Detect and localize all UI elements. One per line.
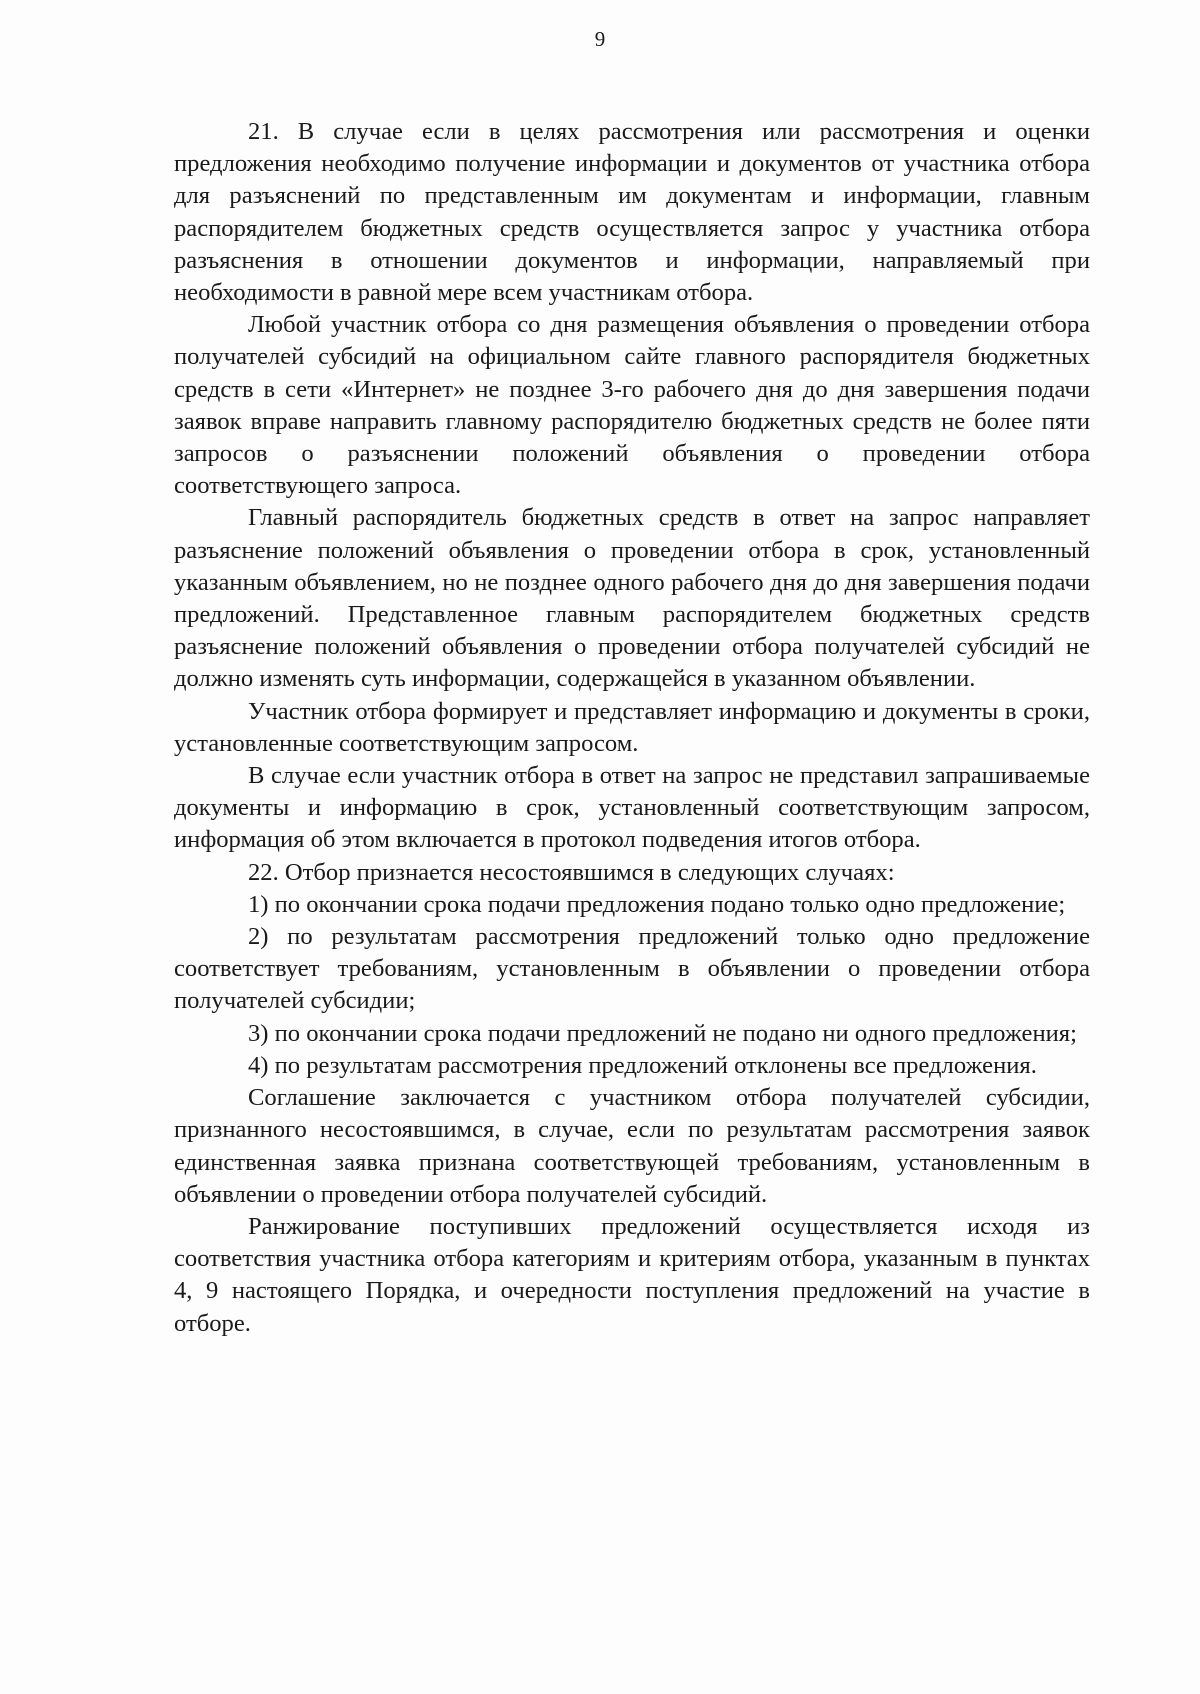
list-item-case-3: 3) по окончании срока подачи предложений не подано ни одного предложения; xyxy=(248,1019,1077,1047)
paragraph-participant-inquiries: Любой участник отбора со дня размещения объявления о проведении отбора получателей субсидий на официальном сайте главного распорядителя бюджетных средств в сети «Интернет» не позднее 3-го рабочего дня до дня завершения подачи заявок вправе направить главному распорядителю бюджетных средств не более пяти запросов о разъяснении положений объявления о проведении отбора соответствующего запроса. xyxy=(174,311,1090,500)
paragraph-22-failed-selection: 22. Отбор признается несостоявшимся в следующих случаях: xyxy=(248,858,895,886)
paragraph-21-clarification-request: 21. В случае если в целях рассмотрения или рассмотрения и оценки предложения необходимо получение информации и документов от участника отбора для разъяснений по представленным им документам и информации, главным распорядителем бюджетных средств осуществляется запрос у участника отбора разъяснения в отношении документов и информации, направляемый при необходимости в равной мере всем участникам отбора. xyxy=(174,118,1090,307)
paragraph-agreement: Соглашение заключается с участником отбора получателей субсидии, признанного несостоявшимся, в случае, если по результатам рассмотрения заявок единственная заявка признана соответствующей требованиям, установленным в объявлении о проведении отбора получателей субсидий. xyxy=(174,1084,1090,1208)
paragraph-participant-submits: Участник отбора формирует и представляет информацию и документы в сроки, установленные соответствующим запросом. xyxy=(174,697,1090,757)
paragraph-ranking: Ранжирование поступивших предложений осуществляется исходя из соответствия участника отбора категориям и критериям отбора, указанным в пунктах 4, 9 настоящего Порядка, и очередности поступления предложений на участие в отборе. xyxy=(174,1212,1090,1337)
paragraph-failure-to-submit: В случае если участник отбора в ответ на запрос не представил запрашиваемые документы и информацию в срок, установленный соответствующим запросом, информация об этом включается в протокол подведения итогов отбора. xyxy=(174,762,1090,854)
paragraph-distributor-response: Главный распорядитель бюджетных средств в ответ на запрос направляет разъяснение положений объявления о проведении отбора в срок, установленный указанным объявлением, но не позднее одного рабочего дня до дня завершения подачи предложений. Представленное главным распорядителем бюджетных средств разъяснение положений объявления о проведении отбора получателей субсидий не должно изменять суть информации, содержащейся в указанном объявлении. xyxy=(174,504,1090,693)
document-body xyxy=(174,116,1090,1340)
list-item-case-1: 1) по окончании срока подачи предложения подано только одно предложение; xyxy=(248,890,1066,918)
page-number: 9 xyxy=(594,27,606,51)
list-item-case-2: 2) по результатам рассмотрения предложений только одно предложение соответствует требованиям, установленным в объявлении о проведении отбора получателей субсидии; xyxy=(174,923,1090,1015)
list-item-case-4: 4) по результатам рассмотрения предложений отклонены все предложения. xyxy=(248,1051,1037,1079)
